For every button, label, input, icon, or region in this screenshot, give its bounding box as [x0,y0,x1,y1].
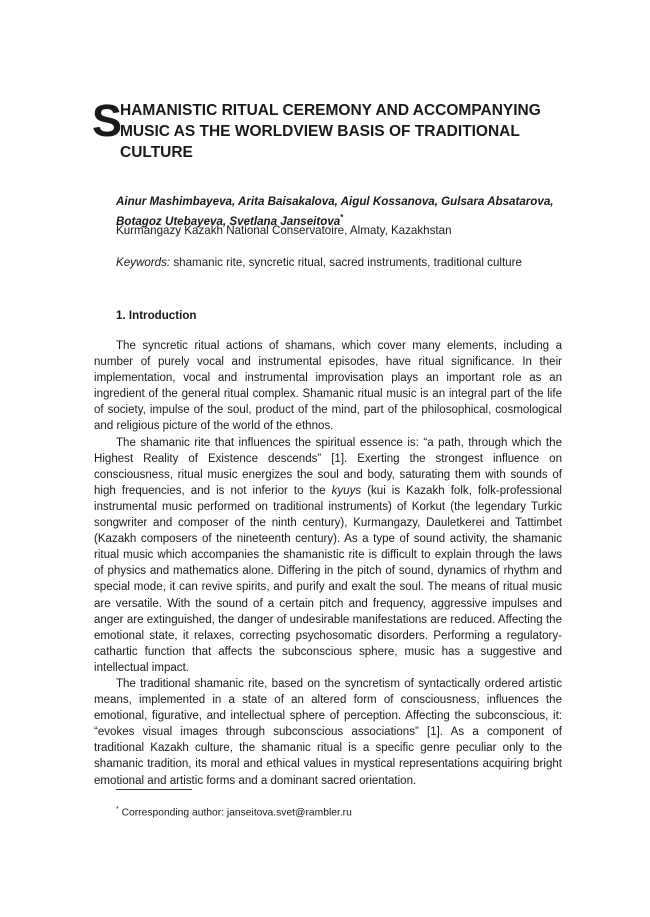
body-text [94,338,562,789]
keywords-label: Keywords: [116,256,171,269]
paragraph-segment: The shamanic rite that influences the spiritual essence is: “a path, through which the Highest Reality of Existence descends” [1]. Exerting the strongest influence on consciousness, ritual music energizes the soul and body, saturating them with sounds of high frequencies, and is not inferior to the [94,436,562,497]
section-heading: 1. Introduction [116,309,197,322]
keywords [116,255,561,270]
footnote [116,803,352,819]
footnote-divider [116,789,192,790]
title-dropcap: S [92,95,123,146]
footnote-mark: * [116,806,119,813]
paragraph-segment: (kui is Kazakh folk, folk-professional instrumental music performed on traditional instruments) of Korkut (the legendary Turkic songwriter and composer of the ninth century), Kurmangazy, Dauletkerei and Tattimbet (Kazakh composers of the nineteenth century). As a type of sound activity, the shamanic ritual music which accompanies the shamanistic rite is difficult to explain through the laws of physics and mathematics alone. Differing in the pitch of sound, dynamics of rhythm and special mode, it can revive spirits, and purify and exalt the soul. The means of ritual music are versatile. With the sound of a certain pitch and frequency, aggressive impulses and anger are extinguished, the danger of undesirable manifestations are reduced. Affecting the emotional state, it relaxes, correcting psychosomatic disorders. Performing a regulatory-cathartic function that affects the subconscious sphere, music has a suggestive and intellectual impact. [94,484,562,674]
italic-term: kyuys [331,484,362,497]
paragraph [94,435,562,676]
keywords-text: shamanic rite, syncretic ritual, sacred instruments, traditional culture [170,256,522,269]
paragraph: The traditional shamanic rite, based on the syncretism of syntactically ordered artistic means, implemented in a state of an altered form of consciousness, influences the emotional, figurative, and intellectual sphere of perception. Affecting the subconscious, it: “evokes visual images through subconscious associations” [1]. As a component of traditional Kazakh culture, the shamanic ritual is a specific genre peculiar only to the shamanic tradition, its moral and ethical values in mystical representations acquiring bright emotional and artistic forms and a dominant sacred orientation. [94,677,562,787]
footnote-text: Corresponding author: janseitova.svet@rambler.ru [118,807,352,819]
paragraph: The syncretic ritual actions of shamans, which cover many elements, including a number of purely vocal and instrumental episodes, have ritual significance. In their implementation, vocal and instrumental improvisation plays an important role as an ingredient of the general ritual complex. Shamanic ritual music is an integral part of the life of society, impulse of the soul, product of the mind, part of the philosophical, cosmological and religious picture of the world of the ethnos. [94,340,562,433]
affiliation: Kurmangazy Kazakh National Conservatoire, Almaty, Kazakhstan [116,224,452,237]
corresponding-mark: * [340,212,344,222]
title-text: HAMANISTIC RITUAL CEREMONY AND ACCOMPANYING MUSIC AS THE WORLDVIEW BASIS OF TRADITIONAL CULTURE [120,102,541,161]
author-names: Ainur Mashimbayeva, Arita Baisakalova, Aigul Kossanova, Gulsara Absatarova, Botagoz Utebayeva, Svetlana Janseitova [116,195,554,228]
